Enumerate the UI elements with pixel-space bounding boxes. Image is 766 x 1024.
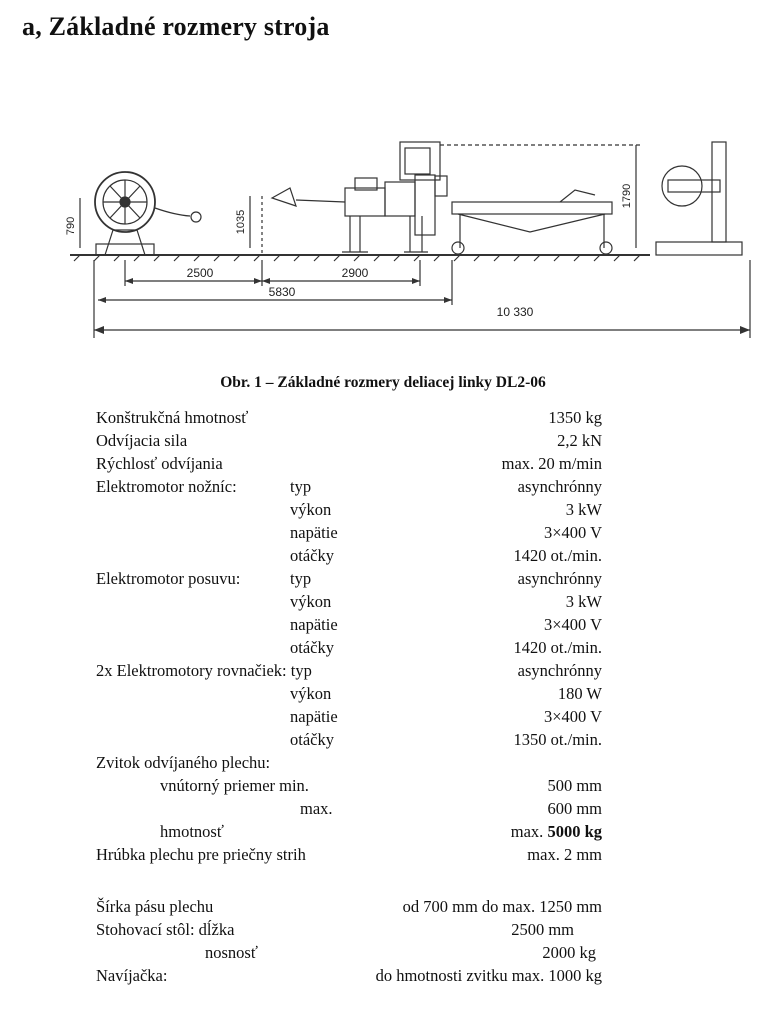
spec-sublabel: otáčky xyxy=(290,730,334,749)
spec-sublabel: výkon xyxy=(290,592,332,611)
spec-sublabel: hmotnosť xyxy=(160,822,224,841)
spec-row xyxy=(0,590,766,613)
spec-sublabel: otáčky xyxy=(290,546,334,565)
spec-row xyxy=(0,751,766,774)
spec-row xyxy=(0,705,766,728)
spec-sublabel: typ xyxy=(290,569,312,588)
spec-value: asynchrónny xyxy=(517,661,602,680)
spec-value-prefix: max. xyxy=(510,822,544,841)
spec-sublabel: max. xyxy=(300,799,333,818)
machine-drawing xyxy=(0,120,766,350)
spec-value: 500 mm xyxy=(547,776,602,795)
spec-value: 180 W xyxy=(557,684,602,703)
spec-row xyxy=(0,895,766,918)
spec-sublabel: výkon xyxy=(290,684,332,703)
page-title: a, Základné rozmery stroja xyxy=(22,12,330,41)
spec-value: 1420 ot./min. xyxy=(513,638,602,657)
spec-sublabel: otáčky xyxy=(290,638,334,657)
spec-row xyxy=(0,682,766,705)
spec-label: Zvitok odvíjaného plechu: xyxy=(96,753,271,772)
spec-sublabel: napätie xyxy=(290,615,338,634)
infeed-guide xyxy=(262,188,345,255)
spec-label: Konštrukčná hmotnosť xyxy=(96,408,249,427)
spec-value: 3×400 V xyxy=(543,523,602,542)
spec-sublabel: nosnosť xyxy=(205,943,258,962)
spec-value: max. 2 mm xyxy=(527,845,602,864)
spec-row xyxy=(0,567,766,590)
spec-sublabel: vnútorný priemer min. xyxy=(160,776,309,795)
spec-value: do hmotnosti zvitku max. 1000 kg xyxy=(375,966,602,985)
stacking-table xyxy=(452,190,612,254)
spec-sublabel: napätie xyxy=(290,523,338,542)
decoiler xyxy=(95,172,201,255)
dim-1790: 1790 xyxy=(621,183,633,209)
spec-label: Stohovací stôl: dĺžka xyxy=(96,920,235,939)
spec-value: 3×400 V xyxy=(543,707,602,726)
spec-row xyxy=(0,406,766,429)
spec-value: 600 mm xyxy=(547,799,602,818)
spec-row xyxy=(0,964,766,987)
spec-value: max. 20 m/min xyxy=(501,454,602,473)
spec-row xyxy=(0,636,766,659)
recoiler xyxy=(656,142,742,255)
spec-row xyxy=(0,659,766,682)
spec-sublabel: výkon xyxy=(290,500,332,519)
spec-label: 2x Elektromotory rovnačiek: typ xyxy=(96,661,312,680)
spec-row xyxy=(0,475,766,498)
spec-label: Šírka pásu plechu xyxy=(96,897,214,916)
spec-label: Rýchlosť odvíjania xyxy=(96,454,223,473)
dim-1035: 1035 xyxy=(235,209,247,235)
spec-row xyxy=(0,797,766,820)
spec-value: 1350 ot./min. xyxy=(513,730,602,749)
spec-value: 2500 mm xyxy=(511,920,574,939)
dim-5830: 5830 xyxy=(268,285,296,299)
spec-row xyxy=(0,429,766,452)
spec-value: asynchrónny xyxy=(517,477,602,496)
dim-790: 790 xyxy=(65,216,77,236)
dim-2500: 2500 xyxy=(186,266,214,280)
spec-sublabel: typ xyxy=(290,477,312,496)
spec-row xyxy=(0,918,766,941)
figure-caption: Obr. 1 – Základné rozmery deliacej linky DL2-06 xyxy=(220,374,546,391)
spec-value: 3×400 V xyxy=(543,615,602,634)
spec-label: Elektromotor posuvu: xyxy=(96,569,241,588)
spec-row xyxy=(0,941,766,964)
spec-label: Hrúbka plechu pre priečny strih xyxy=(96,845,306,864)
spec-row xyxy=(0,774,766,797)
spec-value: 1350 kg xyxy=(548,408,602,427)
spec-row xyxy=(0,521,766,544)
spec-label: Odvíjacia sila xyxy=(96,431,188,450)
dim-total: 10 330 xyxy=(496,305,534,319)
spec-value: 2,2 kN xyxy=(557,431,602,450)
spec-value: 1420 ot./min. xyxy=(513,546,602,565)
spec-row xyxy=(0,820,766,843)
spec-row xyxy=(0,613,766,636)
spec-sublabel: napätie xyxy=(290,707,338,726)
spec-label: Navíjačka: xyxy=(96,966,168,985)
spec-row xyxy=(0,544,766,567)
spec-value: 2000 kg xyxy=(542,943,596,962)
spec-value-bold: 5000 kg xyxy=(547,822,602,841)
spec-value xyxy=(511,820,602,843)
spec-row xyxy=(0,843,766,866)
spec-value: asynchrónny xyxy=(517,569,602,588)
spec-label: Elektromotor nožníc: xyxy=(96,477,237,496)
spec-row xyxy=(0,452,766,475)
dim-2900: 2900 xyxy=(341,266,369,280)
shear-unit xyxy=(342,142,447,252)
spec-value: od 700 mm do max. 1250 mm xyxy=(402,897,602,916)
spec-row xyxy=(0,728,766,751)
spec-value: 3 kW xyxy=(565,500,602,519)
spec-row xyxy=(0,498,766,521)
spec-value: 3 kW xyxy=(565,592,602,611)
